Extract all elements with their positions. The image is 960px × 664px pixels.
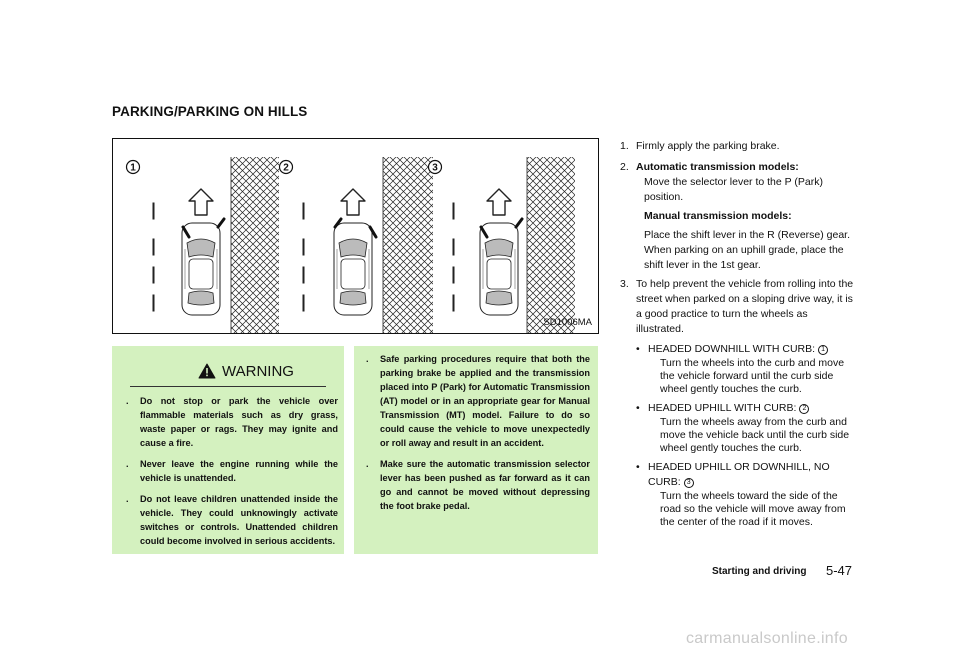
warning-item: . Never leave the engine running while the vehicle is unattended. bbox=[126, 459, 338, 483]
marker-2-icon: 2 bbox=[799, 404, 809, 414]
warning-item: . Make sure the automatic transmission selector lever has been pushed as far forward as it can go and cannot be moved without depressing the foot brake pedal. bbox=[366, 459, 590, 511]
watermark: carmanualsonline.info bbox=[686, 630, 848, 647]
warning-header bbox=[130, 353, 326, 387]
sub-item-uphill-curb: • HEADED UPHILL WITH CURB: 2 Turn the wheels away from the curb and move the vehicle back until the curb side wheel gently touches the curb. bbox=[636, 402, 850, 454]
parking-diagram bbox=[113, 139, 599, 334]
warning-list-right bbox=[366, 352, 590, 520]
figure-label: SD1006MA bbox=[543, 317, 592, 328]
warning-box-right bbox=[354, 346, 598, 554]
warning-item: . Safe parking procedures require that both the parking brake be applied and the transmission placed into P (Park) for Automatic Transmission (AT) model or in an appropriate gear for Manual Transmission (MT) model. Failure to do so could cause the vehicle to move unexpectedly or roll away and result in an accident. bbox=[366, 354, 590, 448]
step-1: 1. Firmly apply the parking brake. bbox=[620, 140, 780, 152]
warning-title: WARNING bbox=[222, 363, 294, 380]
parking-illustration bbox=[112, 138, 599, 334]
panel-3-marker: 3 bbox=[432, 162, 438, 174]
marker-3-icon: 3 bbox=[684, 478, 694, 488]
sub-item-no-curb: • HEADED UPHILL OR DOWNHILL, NO CURB: 3 Turn the wheels toward the side of the road so the vehicle will move away from the center of the road if it moves. bbox=[636, 461, 846, 528]
panel-1 bbox=[127, 157, 280, 333]
section-title: PARKING/PARKING ON HILLS bbox=[112, 104, 308, 119]
parking-steps bbox=[620, 139, 856, 529]
panel-2 bbox=[280, 157, 434, 333]
panel-3 bbox=[429, 157, 576, 333]
page-number: 5-47 bbox=[826, 563, 853, 578]
warning-item: . Do not leave children unattended inside the vehicle. They could unknowingly activate switches or controls. Unattended children could become involved in serious accidents. bbox=[126, 494, 338, 546]
panel-1-marker: 1 bbox=[130, 162, 136, 174]
sub-item-downhill-curb: • HEADED DOWNHILL WITH CURB: 1 Turn the wheels into the curb and move the vehicle forward until the curb side wheel gently touches the curb. bbox=[636, 343, 845, 395]
panel-2-marker: 2 bbox=[283, 162, 289, 174]
marker-1-icon: 1 bbox=[818, 345, 828, 355]
step-2: 2. Automatic transmission models: Move the selector lever to the P (Park) position. Manual transmission models: Place the shift lever in the R (Reverse) gear. When parking on an uphill grade, place the shift lever in the 1st gear. bbox=[620, 161, 851, 271]
warning-box-left bbox=[112, 346, 344, 554]
footer-section-title: Starting and driving bbox=[712, 566, 807, 577]
warning-item: . Do not stop or park the vehicle over flammable materials such as dry grass, waste paper or rags. They may ignite and cause a fire. bbox=[126, 396, 338, 448]
warning-list-left bbox=[126, 394, 338, 555]
step-3: 3. To help prevent the vehicle from rolling into the street when parked on a sloping drive way, it is a good practice to turn the wheels as illustrated. • HEADED DOWNHILL WITH CURB: 1 Turn the wheels into the curb and move the vehicle forward until the curb side wheel gently touches the curb. • HEADED UPHILL WITH CURB: 2 Turn the wheels away from the curb and move the vehicle back until the curb side wheel gently touches the curb. • HEADED UPHILL OR DOWNHILL, NO CURB: 3 Turn the wheels toward the side of the road so the vehicle will move away from the center of the road if it moves. bbox=[620, 277, 856, 529]
warning-triangle-icon bbox=[198, 363, 216, 379]
